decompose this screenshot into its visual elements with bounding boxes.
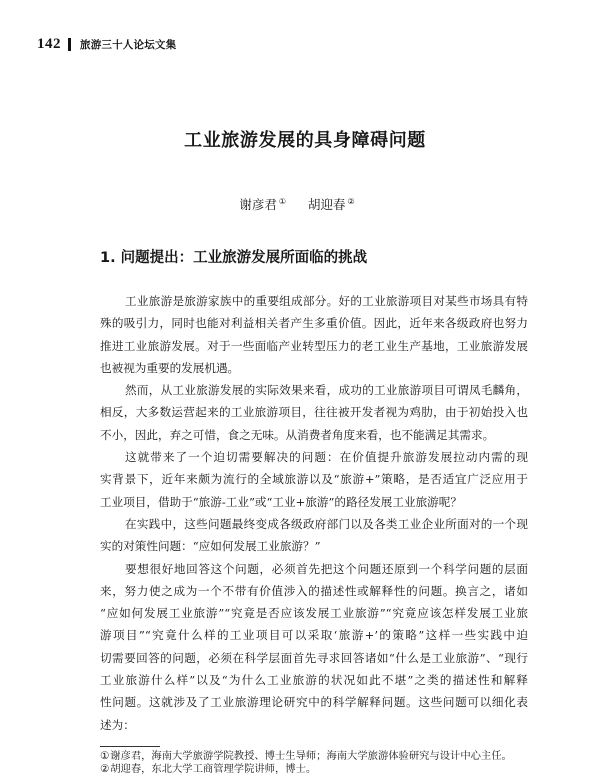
footnote-2-marker: ②: [100, 762, 110, 775]
text-line: 实背景下，近年来颇为流行的全域旅游以及“旅游+”策略，是否适宜广泛应用于: [100, 472, 528, 487]
text-line: 来，努力使之成为一个不带有价值涉入的描述性或解释性的问题。换言之，诸如: [100, 583, 528, 598]
paragraph-1: [100, 290, 528, 379]
running-head: [37, 34, 176, 54]
text-line: 然而，从工业旅游发展的实际效果来看，成功的工业旅游项目可谓凤毛麟角，: [125, 383, 528, 398]
text-line: 这就带来了一个迫切需要解决的问题：在价值提升旅游发展拉动内需的现: [125, 450, 528, 465]
text-line: 殊的吸引力，同时也能对利益相关者产生多重价值。因此，近年来各级政府也努力: [100, 316, 528, 331]
page-number: 142: [37, 35, 61, 52]
text-line: 游项目”“究竟什么样的工业项目可以采取‘旅游+’的策略”这样一些实践中迫: [100, 628, 528, 643]
author-2: [308, 192, 355, 215]
author-1: [239, 192, 286, 215]
text-line: “应如何发展工业旅游”“究竟是否应该发展工业旅游”“究竟应该怎样发展工业旅: [100, 606, 528, 621]
paragraph-2: [100, 379, 528, 446]
section-title: 问题提出：工业旅游发展所面临的挑战: [120, 250, 368, 266]
section-heading: [100, 248, 528, 268]
footnote-2: [100, 763, 528, 775]
article-title: 工业旅游发展的具身障碍问题: [184, 130, 426, 151]
paragraph-3: [100, 446, 528, 513]
text-line: 实的对策性问题：“应如何发展工业旅游？”: [100, 539, 321, 554]
footnote-1-text: 谢彦君，海南大学旅游学院教授、博士生导师；海南大学旅游体验研究与设计中心主任。: [110, 750, 512, 762]
paragraph-4: [100, 513, 528, 558]
footnote-separator: [100, 746, 160, 747]
author-line: [0, 192, 594, 215]
paragraph-5: [100, 558, 528, 736]
text-line: 不小，因此，弃之可惜，食之无味。从消费者角度来看，也不能满足其需求。: [100, 427, 495, 442]
footnotes: [100, 750, 528, 775]
text-line: 工业项目，借助于“旅游-工业”或“工业+旅游”的路径发展工业旅游呢？: [100, 494, 462, 509]
text-line: 要想很好地回答这个问题，必须首先把这个问题还原到一个科学问题的层面: [125, 561, 528, 576]
header-divider: [68, 38, 71, 51]
text-line: 工业旅游是旅游家族中的重要组成部分。好的工业旅游项目对某些市场具有特: [125, 294, 528, 308]
author-1-footnote-marker: ①: [278, 197, 286, 206]
text-line: 工业旅游什么样”以及“为什么工业旅游的状况如此不堪”之类的描述性和解释: [100, 673, 528, 688]
footnote-2-text: 胡迎春，东北大学工商管理学院讲师，博士。: [110, 762, 317, 775]
section-number: 1.: [100, 250, 116, 266]
book-title: 旅游三十人论坛文集: [80, 38, 177, 51]
text-line: 性问题。这就涉及了工业旅游理论研究中的科学解释问题。这些问题可以细化表: [100, 695, 528, 710]
footnote-1: [100, 750, 528, 763]
footnote-1-marker: ①: [100, 750, 110, 762]
text-line: 切需要回答的问题，必须在科学层面首先寻求回答诸如“什么是工业旅游”、“现行: [100, 650, 528, 665]
text-line: 推进工业旅游发展。对于一些面临产业转型压力的老工业生产基地，工业旅游发展: [100, 338, 528, 353]
text-line: 在实践中，这些问题最终变成各级政府部门以及各类工业企业所面对的一个现: [125, 516, 528, 531]
text-line: 述为：: [100, 717, 135, 732]
author-2-name: 胡迎春: [307, 197, 346, 212]
text-line: 也被视为重要的发展机遇。: [100, 360, 240, 375]
author-2-footnote-marker: ②: [347, 197, 355, 206]
author-1-name: 谢彦君: [239, 197, 277, 212]
text-line: 相反，大多数运营起来的工业旅游项目，往往被开发者视为鸡肋，由于初始投入也: [100, 405, 528, 420]
body-text: [100, 290, 528, 736]
